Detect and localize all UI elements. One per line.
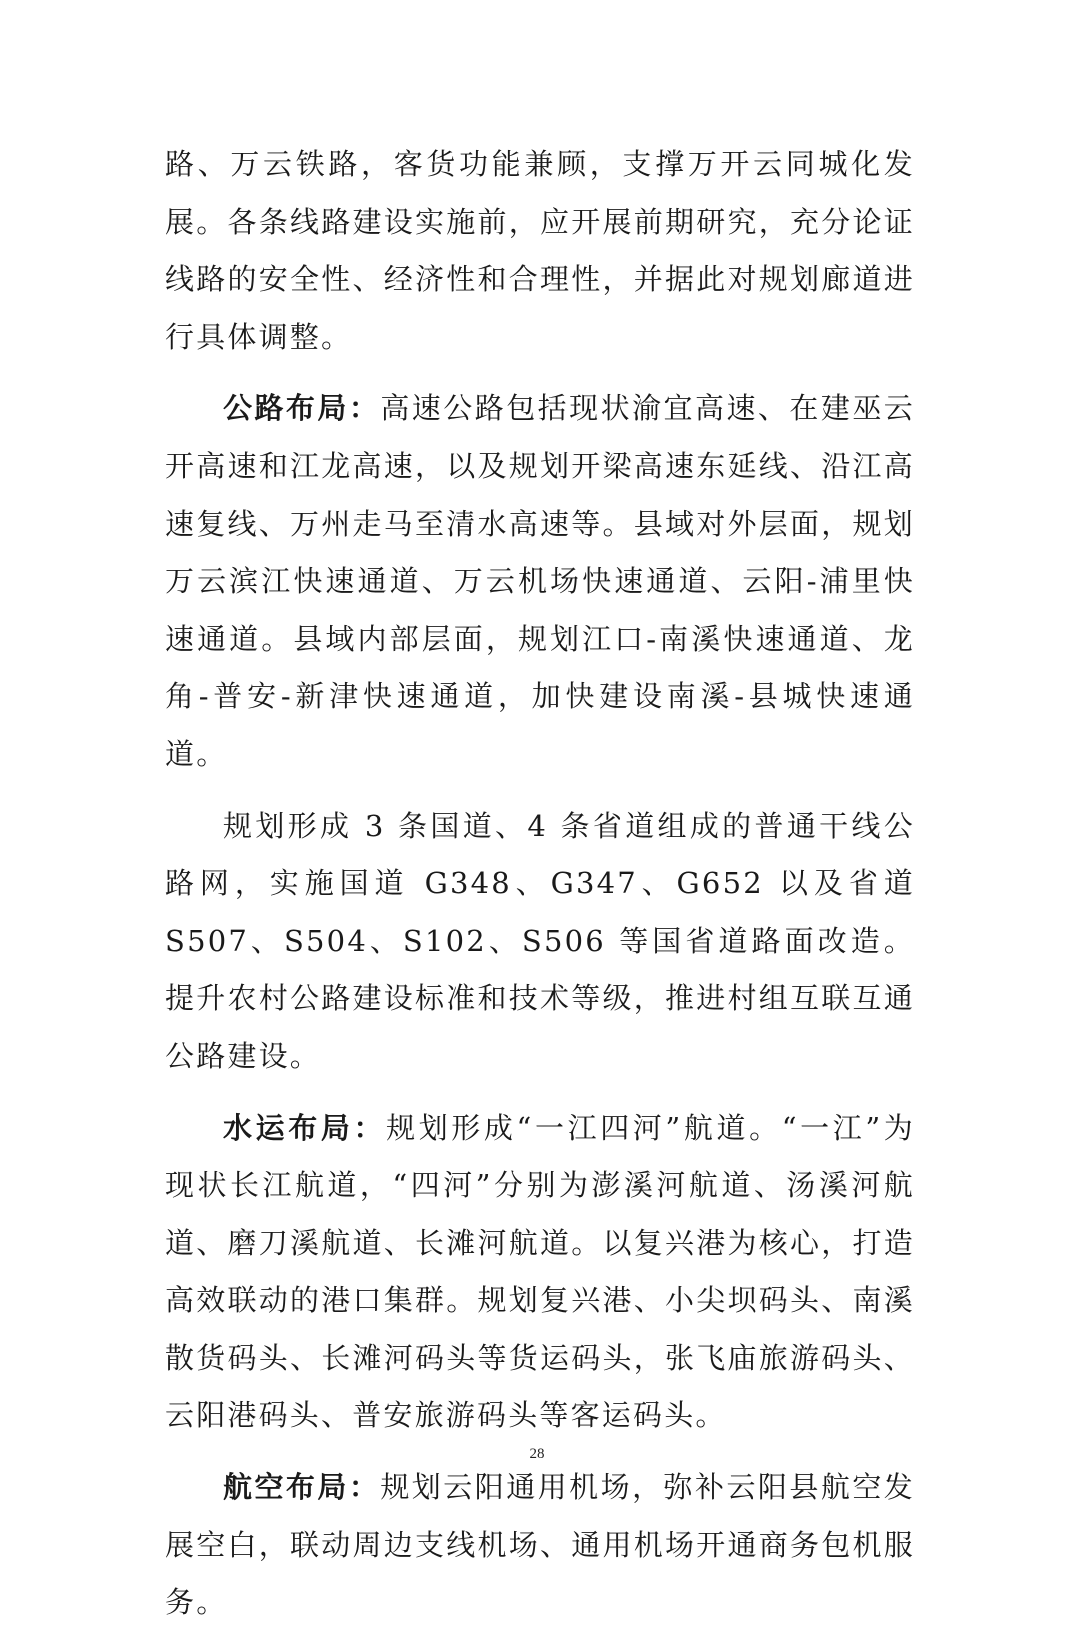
paragraph-trunk-roads xyxy=(165,798,915,1086)
paragraph-waterway-layout xyxy=(165,1100,915,1446)
paragraph-highway-layout xyxy=(165,380,915,783)
paragraph-aviation-layout xyxy=(165,1459,915,1632)
paragraph-lead: 水运布局： xyxy=(223,1110,387,1145)
page-number: 28 xyxy=(529,1446,545,1462)
paragraph-text: 高速公路包括现状渝宜高速、在建巫云开高速和江龙高速，以及规划开梁高速东延线、沿江高速复线、万州走马至清水高速等。县域对外层面，规划万云滨江快速通道、万云机场快速通道、云阳-浦里快速通道。县域内部层面，规划江口-南溪快速通道、龙角-普安-新津快速通道，加快建设南溪-县城快速通道。 xyxy=(165,391,915,771)
paragraph-lead: 航空布局： xyxy=(223,1470,381,1505)
paragraph-text: 路、万云铁路，客货功能兼顾，支撑万开云同城化发展。各条线路建设实施前，应开展前期研究，充分论证线路的安全性、经济性和合理性，并据此对规划廊道进行具体调整。 xyxy=(165,147,915,354)
paragraph-text: 规划云阳通用机场，弥补云阳县航空发展空白，联动周边支线机场、通用机场开通商务包机服务。 xyxy=(165,1470,915,1620)
document-body xyxy=(165,136,915,1646)
paragraph-railway-continued xyxy=(165,136,915,366)
paragraph-text: 规划形成 3 条国道、4 条省道组成的普通干线公路网，实施国道 G348、G347、G652 以及省道 S507、S504、S102、S506 等国省道路面改造。提升农村公路建设标准和技术等级，推进村组互联互通公路建设。 xyxy=(165,808,915,1073)
paragraph-text: 规划形成“一江四河”航道。“一江”为现状长江航道，“四河”分别为澎溪河航道、汤溪河航道、磨刀溪航道、长滩河航道。以复兴港为核心，打造高效联动的港口集群。规划复兴港、小尖坝码头、南溪散货码头、长滩河码头等货运码头，张飞庙旅游码头、云阳港码头、普安旅游码头等客运码头。 xyxy=(165,1110,915,1433)
paragraph-lead: 公路布局： xyxy=(223,391,381,426)
